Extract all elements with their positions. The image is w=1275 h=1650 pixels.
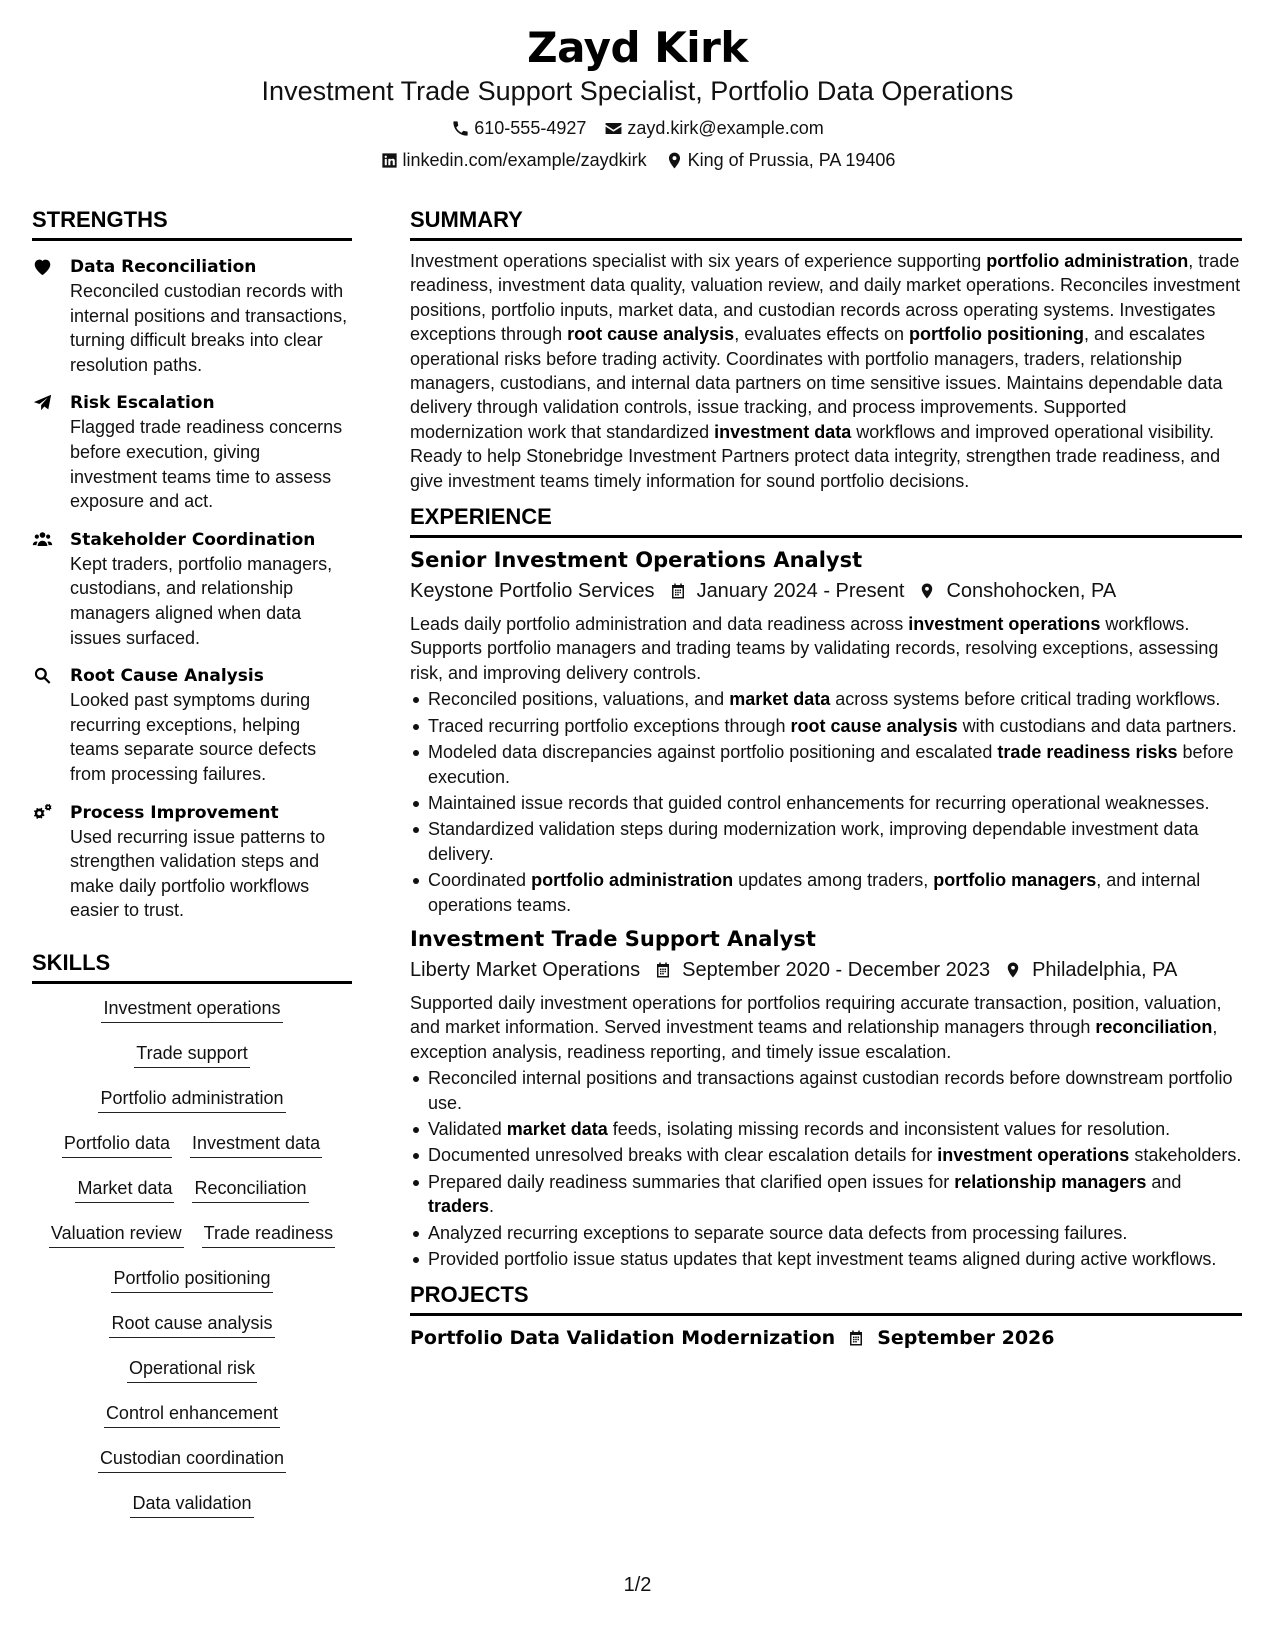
project-title: Portfolio Data Validation Modernization <box>410 1327 836 1350</box>
strength-title: Data Reconciliation <box>70 257 257 277</box>
bold-keyword: portfolio managers <box>933 870 1097 891</box>
text-segment: Documented unresolved breaks with clear escalation details for <box>428 1145 938 1166</box>
strength-item <box>32 255 352 377</box>
skill-tag: Reconciliation <box>192 1176 308 1203</box>
job-title: Senior Investment Operations Analyst <box>410 548 863 573</box>
job-bullets <box>410 687 1242 917</box>
text-segment: with custodians and data partners. <box>957 715 1237 736</box>
skill-row <box>32 1086 352 1131</box>
skill-row <box>32 1356 352 1401</box>
job-bullet <box>410 791 1242 815</box>
strength-item <box>32 528 352 650</box>
job-title: Investment Trade Support Analyst <box>410 926 816 951</box>
job-bullets <box>410 1066 1242 1271</box>
map-pin-icon <box>1004 961 1022 979</box>
job-bullet <box>410 1170 1242 1219</box>
strength-icon-wrap <box>32 391 70 513</box>
text-segment: Maintained issue records that guided control enhancements for recurring operational weaknesses. <box>428 792 1210 813</box>
phone-icon <box>451 119 470 138</box>
summary-text <box>410 249 1242 493</box>
users-icon <box>32 530 53 549</box>
resume-header <box>0 22 1275 172</box>
strength-description: Used recurring issue patterns to strengthen validation steps and make daily portfolio workflows easier to trust. <box>70 826 326 921</box>
calendar-icon <box>847 1329 865 1347</box>
text-segment: workflows. Supports portfolio managers and trading teams by validating records, resolving exceptions, assessing risk, and improving delivery controls. <box>410 614 1219 683</box>
strength-title: Root Cause Analysis <box>70 666 264 687</box>
bold-keyword: investment operations <box>937 1145 1130 1166</box>
text-segment: Analyzed recurring exceptions to separate source data defects from processing failures. <box>428 1222 1128 1243</box>
contact-row-2 <box>0 148 1275 172</box>
job-bullet <box>410 1247 1242 1271</box>
heart-icon <box>32 257 53 276</box>
location-contact <box>665 148 896 172</box>
job-dates: September 2020 - December 2023 <box>682 958 991 981</box>
skill-tag: Portfolio data <box>62 1131 172 1158</box>
bold-keyword: root cause analysis <box>790 715 958 736</box>
strength-body <box>70 391 352 513</box>
strength-description: Reconciled custodian records with internal positions and transactions, turning difficult breaks into clear resolution paths. <box>70 281 348 375</box>
text-segment: stakeholders. <box>1129 1145 1242 1166</box>
experience-heading: EXPERIENCE <box>410 503 1242 538</box>
envelope-icon <box>604 119 623 138</box>
gears-icon <box>32 803 53 822</box>
skill-tag: Operational risk <box>127 1356 257 1383</box>
bold-keyword: reconciliation <box>1095 1017 1213 1038</box>
phone-text: 610-555-4927 <box>474 118 587 138</box>
bold-keyword: market data <box>729 689 831 710</box>
text-segment: . <box>489 1196 495 1217</box>
job-dates-wrap <box>654 955 990 985</box>
bold-keyword: portfolio administration <box>531 870 734 891</box>
text-segment: Traced recurring portfolio exceptions through <box>428 715 791 736</box>
strengths-heading: STRENGTHS <box>32 206 352 241</box>
calendar-icon <box>654 961 672 979</box>
text-segment: and <box>1146 1171 1182 1192</box>
strength-body <box>70 664 352 786</box>
strength-icon-wrap <box>32 801 70 923</box>
skill-tag: Valuation review <box>49 1221 184 1248</box>
email-text[interactable]: zayd.kirk@example.com <box>627 118 824 138</box>
job-meta <box>410 576 1242 606</box>
strength-title: Process Improvement <box>70 802 279 823</box>
text-segment: Modeled data discrepancies against portfolio positioning and escalated <box>428 742 998 763</box>
page-number: 1/2 <box>623 1574 652 1596</box>
skill-row <box>32 1491 352 1536</box>
calendar-icon <box>669 582 687 600</box>
job-entry <box>410 546 1242 917</box>
skill-tag: Custodian coordination <box>98 1446 286 1473</box>
strength-icon-wrap <box>32 664 70 786</box>
projects-list <box>410 1324 1242 1352</box>
bold-keyword: investment data <box>714 421 852 442</box>
job-bullet <box>410 740 1242 789</box>
job-entry <box>410 925 1242 1271</box>
bold-keyword: portfolio positioning <box>908 324 1084 345</box>
contact-row-1 <box>0 116 1275 140</box>
location-text: King of Prussia, PA 19406 <box>687 150 896 170</box>
job-bullet <box>410 1143 1242 1167</box>
bold-keyword: traders <box>428 1196 490 1217</box>
job-bullet <box>410 868 1242 917</box>
projects-heading: PROJECTS <box>410 1281 1242 1316</box>
text-segment: Standardized validation steps during modernization work, improving dependable investment data delivery. <box>428 819 1199 864</box>
text-segment: Provided portfolio issue status updates that kept investment teams aligned during active workflows. <box>428 1249 1217 1269</box>
job-location-wrap <box>1004 955 1177 985</box>
skill-row <box>32 1041 352 1086</box>
text-segment: Reconciled internal positions and transactions against custodian records before downstream portfolio use. <box>428 1068 1233 1113</box>
candidate-title: Investment Trade Support Specialist, Portfolio Data Operations <box>261 76 1014 106</box>
map-pin-icon <box>665 151 684 170</box>
skill-tag: Data validation <box>130 1491 253 1518</box>
job-company: Liberty Market Operations <box>410 958 641 981</box>
text-segment: , evaluates effects on <box>734 324 909 345</box>
strength-description: Kept traders, portfolio managers, custodians, and relationship managers aligned when data issues surfaced. <box>70 553 333 648</box>
job-location-wrap <box>918 576 1116 606</box>
job-location: Conshohocken, PA <box>946 580 1117 603</box>
text-segment: workflows and improved operational visibility. Ready to help Stonebridge Investment Partners protect data integrity, strengthen trade readiness, and give investment teams timely information for sound portfolio decisions. <box>410 421 1221 491</box>
text-segment: Validated <box>428 1118 507 1139</box>
text-segment: Reconciled positions, valuations, and <box>428 689 730 710</box>
skill-tag: Market data <box>75 1176 174 1203</box>
left-column <box>32 206 352 1536</box>
strength-item <box>32 664 352 786</box>
bold-keyword: market data <box>506 1118 608 1139</box>
text-segment: Coordinated <box>428 870 532 891</box>
text-segment: before execution. <box>428 742 1234 787</box>
strength-icon-wrap <box>32 255 70 377</box>
strength-title: Risk Escalation <box>70 393 215 414</box>
skill-tag: Control enhancement <box>104 1401 280 1428</box>
skill-tag: Investment data <box>190 1131 322 1158</box>
text-segment: updates among traders, <box>733 870 934 891</box>
bold-keyword: investment operations <box>908 614 1101 635</box>
text-segment: feeds, isolating missing records and inconsistent values for resolution. <box>607 1118 1171 1139</box>
summary-heading: SUMMARY <box>410 206 1242 241</box>
skills-list <box>32 996 352 1536</box>
skill-row <box>32 996 352 1041</box>
jobs-list <box>410 546 1242 1271</box>
job-bullet <box>410 687 1242 711</box>
search-icon <box>32 666 53 685</box>
text-segment: , and escalates operational risks before trading activity. Coordinates with portfolio managers, traders, relationship managers, custodians, and internal data partners on time sensitive issues. Maintains dependable data delivery through validation controls, issue tracking, and process improvements. Supported modernization work that standardized <box>410 324 1223 442</box>
paper-plane-icon <box>32 393 53 412</box>
job-location: Philadelphia, PA <box>1032 958 1178 981</box>
skill-row <box>32 1221 352 1266</box>
skills-heading: SKILLS <box>32 949 352 984</box>
text-segment: , and internal operations teams. <box>428 870 1201 915</box>
strength-description: Flagged trade readiness concerns before execution, giving investment teams time to assess exposure and act. <box>70 417 343 512</box>
strength-title: Stakeholder Coordination <box>70 529 316 550</box>
text-segment: Prepared daily readiness summaries that clarified open issues for <box>428 1171 955 1192</box>
skill-tag: Portfolio administration <box>98 1086 285 1113</box>
bold-keyword: portfolio administration <box>986 251 1189 271</box>
skill-tag: Portfolio positioning <box>111 1266 272 1293</box>
skill-row <box>32 1131 352 1176</box>
strength-body <box>70 255 352 377</box>
linkedin-text[interactable]: linkedin.com/example/zaydkirk <box>402 150 647 170</box>
job-dates: January 2024 - Present <box>696 580 905 603</box>
strengths-list <box>32 255 352 923</box>
linkedin-contact[interactable] <box>380 148 647 172</box>
bold-keyword: relationship managers <box>954 1171 1147 1192</box>
strength-body <box>70 528 352 650</box>
skill-row <box>32 1446 352 1491</box>
strength-description: Looked past symptoms during recurring exceptions, helping teams separate source defects from processing failures. <box>70 690 317 784</box>
skill-row <box>32 1401 352 1446</box>
text-segment: Supported daily investment operations for portfolios requiring accurate transaction, position, valuation, and market information. Served investment teams and relationship managers through <box>410 992 1222 1038</box>
phone-contact <box>451 116 586 140</box>
job-bullet <box>410 714 1242 738</box>
text-segment: , trade readiness, investment data quality, valuation review, and daily market operations. Reconciles investment positions, portfolio inputs, market data, and custodian records across operating systems. Investigates exceptions through <box>410 251 1241 345</box>
skill-tag: Investment operations <box>101 996 282 1023</box>
project-date: September 2026 <box>877 1327 1055 1350</box>
strength-icon-wrap <box>32 528 70 650</box>
job-bullet <box>410 1117 1242 1141</box>
skill-tag: Trade readiness <box>202 1221 335 1248</box>
text-segment: Leads daily portfolio administration and data readiness across <box>410 614 909 635</box>
project-item <box>410 1324 1242 1352</box>
email-contact[interactable] <box>604 116 823 140</box>
job-description <box>410 991 1242 1064</box>
job-meta <box>410 955 1242 985</box>
skill-tag: Trade support <box>134 1041 249 1068</box>
strength-item <box>32 801 352 923</box>
job-bullet <box>410 817 1242 866</box>
job-bullet <box>410 1221 1242 1245</box>
map-pin-icon <box>918 582 936 600</box>
job-company: Keystone Portfolio Services <box>410 580 655 603</box>
bold-keyword: trade readiness risks <box>997 742 1178 763</box>
text-segment: across systems before critical trading workflows. <box>830 689 1221 710</box>
job-bullet <box>410 1066 1242 1115</box>
skill-row <box>32 1176 352 1221</box>
candidate-name: Zayd Kirk <box>527 23 748 72</box>
skill-row <box>32 1266 352 1311</box>
linkedin-icon <box>380 151 399 170</box>
job-description <box>410 612 1242 685</box>
job-dates-wrap <box>669 576 905 606</box>
skill-row <box>32 1311 352 1356</box>
strength-body <box>70 801 352 923</box>
text-segment: Investment operations specialist with six years of experience supporting <box>410 251 987 271</box>
bold-keyword: root cause analysis <box>567 324 735 345</box>
right-column <box>410 206 1242 1352</box>
skill-tag: Root cause analysis <box>109 1311 274 1338</box>
strength-item <box>32 391 352 513</box>
text-segment: , exception analysis, readiness reporting, and timely issue escalation. <box>410 1017 1218 1062</box>
